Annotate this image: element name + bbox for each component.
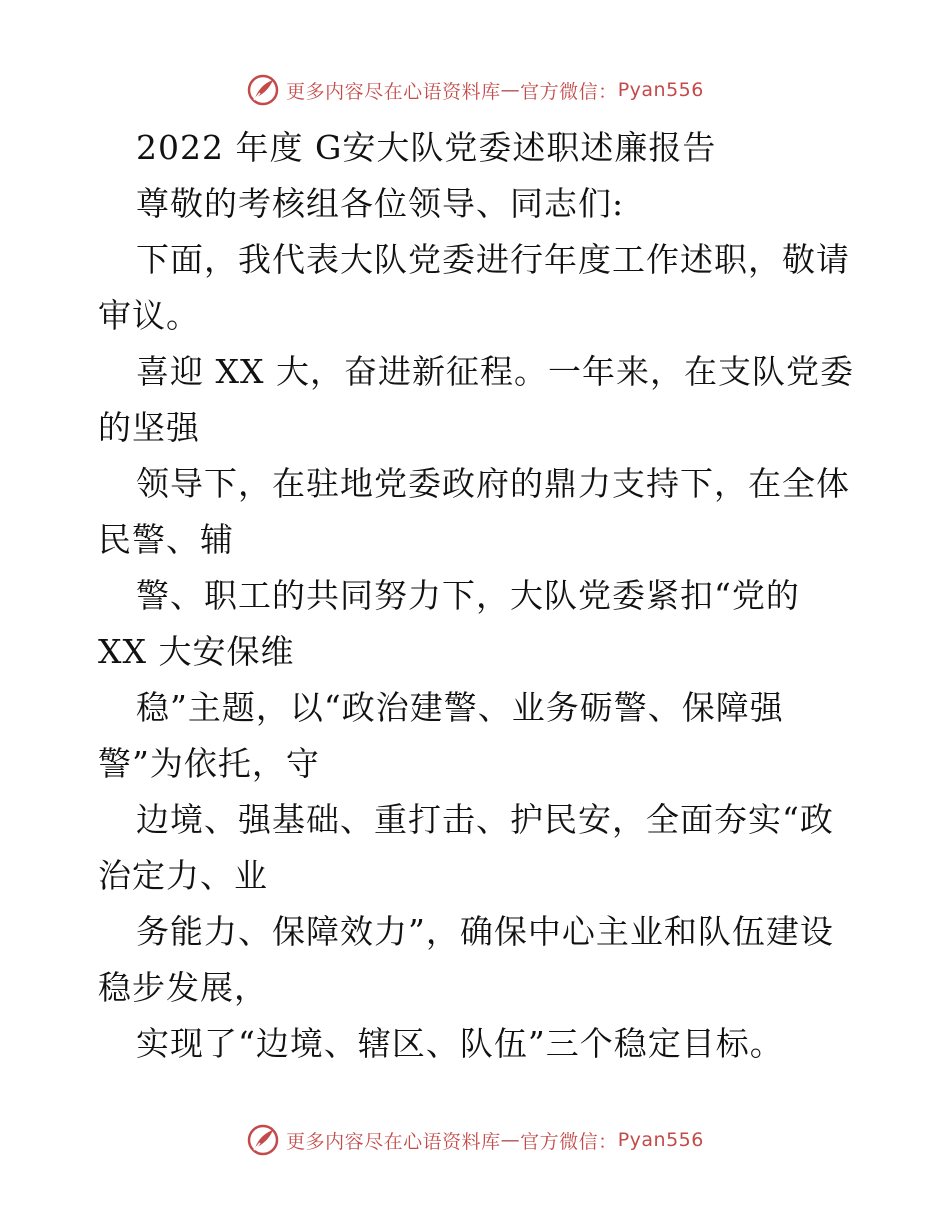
document-line: 喜迎 XX 大，奋进新征程。一年来，在支队党委 — [136, 352, 854, 391]
document-line: 领导下，在驻地党委政府的鼎力支持下，在全体 — [136, 464, 850, 503]
watermark-wechat-id: Pyan556 — [617, 79, 704, 101]
document-line: 警”为依托，守 — [98, 744, 320, 783]
document-line: 下面，我代表大队党委进行年度工作述职，敬请 — [136, 240, 850, 279]
document-line: 警、职工的共同努力下，大队党委紧扣“党的 — [136, 576, 800, 615]
document-body — [98, 120, 858, 1072]
watermark-banner-bottom — [0, 1120, 950, 1160]
watermark-wechat-id: Pyan556 — [617, 1129, 704, 1151]
document-line: 的坚强 — [98, 408, 200, 447]
document-line: 审议。 — [98, 296, 200, 335]
watermark-dash: — — [500, 1129, 521, 1151]
watermark-official-label: 官方微信： — [520, 1130, 618, 1153]
document-line: 务能力、保障效力”，确保中心主业和队伍建设 — [136, 912, 834, 951]
watermark-banner-top — [0, 70, 950, 110]
document-line: 边境、强基础、重打击、护民安，全面夯实“政 — [136, 800, 834, 839]
document-line: 稳步发展， — [98, 968, 268, 1007]
document-line: 治定力、业 — [98, 856, 268, 895]
document-line: 稳”主题，以“政治建警、业务砺警、保障强 — [136, 688, 784, 727]
document-line: XX 大安保维 — [98, 632, 295, 671]
watermark-official-label: 官方微信： — [520, 80, 618, 103]
document-line: 尊敬的考核组各位领导、同志们: — [136, 184, 625, 223]
watermark-text: 更多内容尽在心语资料库 — [286, 80, 501, 103]
document-line: 民警、辅 — [98, 520, 234, 559]
document-line: 实现了“边境、辖区、队伍”三个稳定目标。 — [136, 1024, 784, 1063]
watermark-text: 更多内容尽在心语资料库 — [286, 1130, 501, 1153]
feather-pen-logo-icon — [246, 73, 280, 107]
watermark-dash: — — [500, 79, 521, 101]
feather-pen-logo-icon — [246, 1123, 280, 1157]
document-line: 2022 年度 G安大队党委述职述廉报告 — [136, 128, 717, 167]
